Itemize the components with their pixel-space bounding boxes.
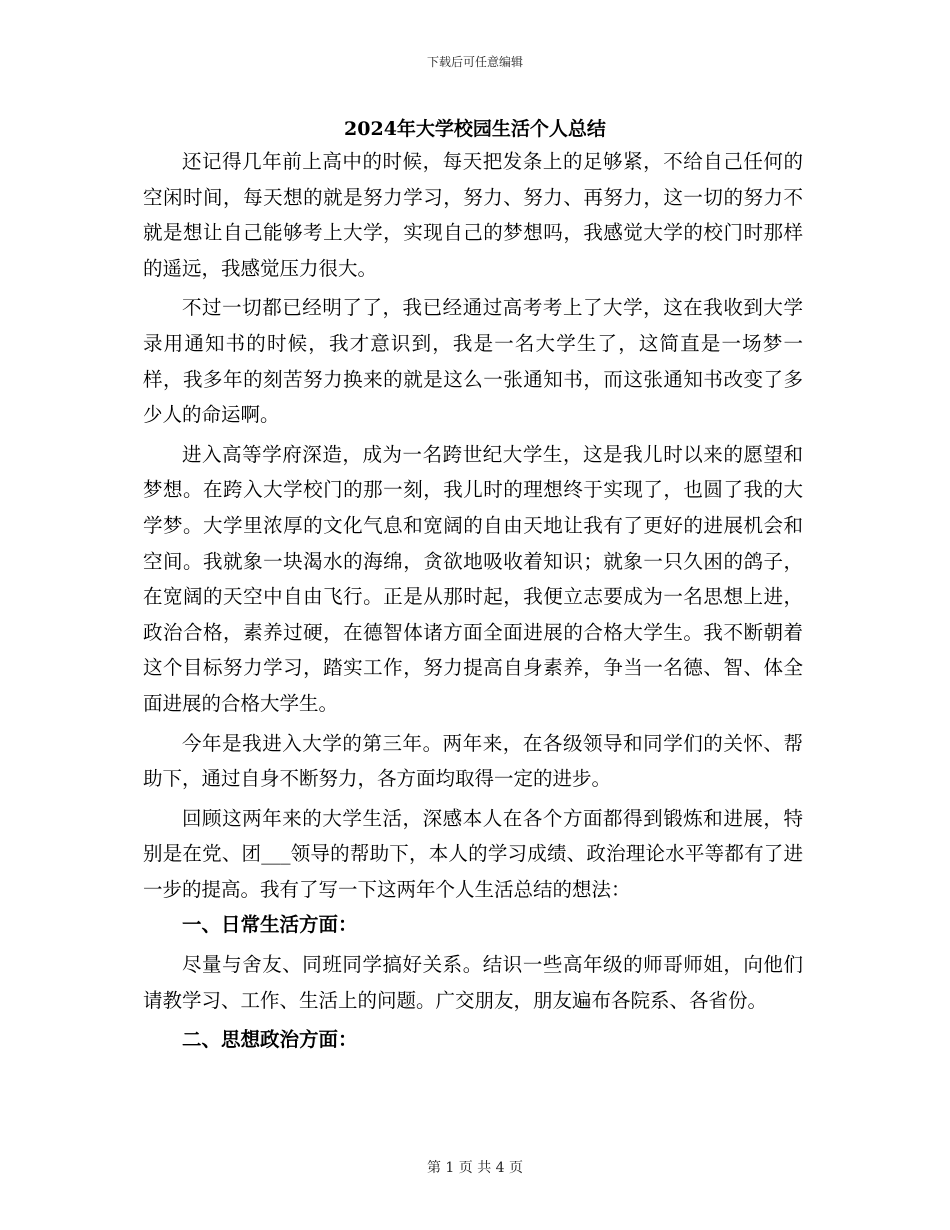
paragraph: 还记得几年前上高中的时候，每天把发条上的足够紧，不给自己任何的空闲时间，每天想的就是努力学习，努力、努力、再努力，这一切的努力不就是想让自己能够考上大学，实现自己的梦想吗，我感觉大学的校门时那样的遥远，我感觉压力很大。 xyxy=(143,150,803,280)
paragraph: 进入高等学府深造，成为一名跨世纪大学生，这是我儿时以来的愿望和梦想。在跨入大学校门的那一刻，我儿时的理想终于实现了，也圆了我的大学梦。大学里浓厚的文化气息和宽阔的自由天地让我有了更好的进展机会和空间。我就象一块渴水的海绵，贪欲地吸收着知识；就象一只久困的鸽子，在宽阔的天空中自由飞行。正是从那时起，我便立志要成为一名思想上进，政治合格，素养过硬，在德智体诸方面全面进展的合格大学生。我不断朝着这个目标努力学习，踏实工作，努力提高自身素养，争当一名德、智、体全面进展的合格大学生。 xyxy=(143,442,803,715)
document-title: 2024年大学校园生活个人总结 xyxy=(344,118,606,140)
section-heading-daily-life: 一、日常生活方面： xyxy=(182,913,358,937)
page-number-footer: 第 1 页 共 4 页 xyxy=(426,1160,524,1176)
paragraph: 尽量与舍友、同班同学搞好关系。结识一些高年级的师哥师姐，向他们请教学习、工作、生活上的问题。广交朋友，朋友遍布各院系、各省份。 xyxy=(143,953,803,1012)
document-body xyxy=(143,144,803,1058)
section-heading-ideology-politics: 二、思想政治方面： xyxy=(182,1028,358,1052)
paragraph: 今年是我进入大学的第三年。两年来，在各级领导和同学们的关怀、帮助下，通过自身不断努力，各方面均取得一定的进步。 xyxy=(143,731,803,791)
paragraph: 不过一切都已经明了了，我已经通过高考考上了大学，这在我收到大学录用通知书的时候，我才意识到，我是一名大学生了，这简直是一场梦一样，我多年的刻苦努力换来的就是这么一张通知书，而这张通知书改变了多少人的命运啊。 xyxy=(143,296,803,427)
header-note: 下载后可任意编辑 xyxy=(426,55,523,69)
paragraph: 回顾这两年来的大学生活，深感本人在各个方面都得到锻炼和进展，特别是在党、团___领导的帮助下，本人的学习成绩、政治理论水平等都有了进一步的提高。我有了写一下这两年个人生活总结的想法： xyxy=(143,806,803,901)
